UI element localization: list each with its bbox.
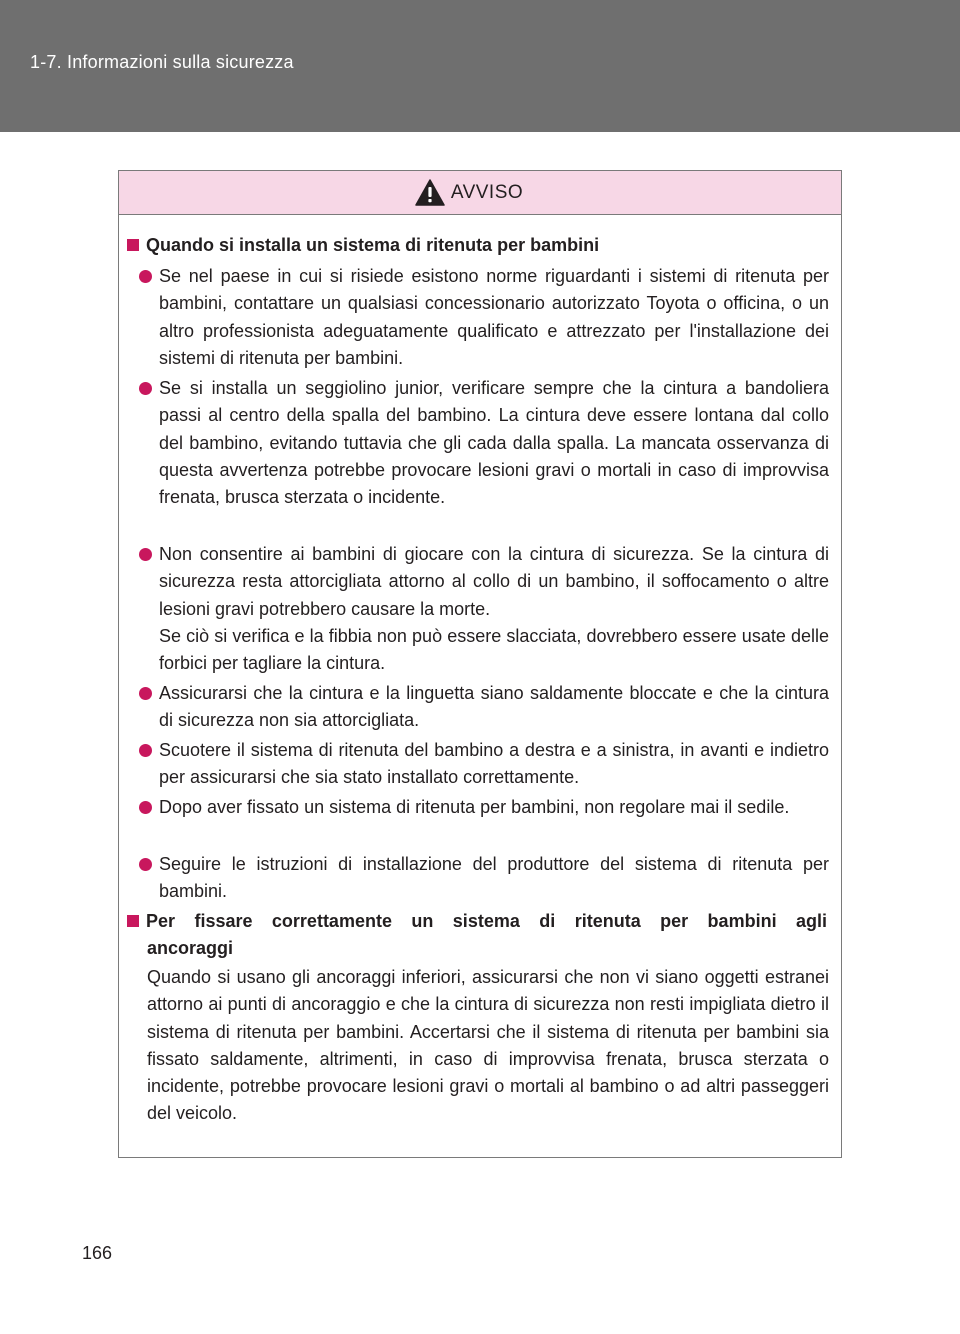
header-bar	[0, 0, 960, 132]
section-title: 1-7. Informazioni sulla sicurezza	[30, 52, 294, 72]
list-item: Dopo aver fissato un sistema di ritenuta per bambini, non regolare mai il sedile.	[139, 794, 829, 821]
bullet-dot-icon	[139, 382, 152, 395]
list-item: Seguire le istruzioni di installazione del produttore del sistema di ritenuta per bambini.	[139, 851, 829, 906]
list-item: Scuotere il sistema di ritenuta del bambino a destra e a sinistra, in avanti e indietro per assicurarsi che sia stato installato correttamente.	[139, 737, 829, 792]
bullet-dot-icon	[139, 744, 152, 757]
square-bullet-icon	[127, 915, 139, 927]
section-heading-anchors: Per fissare correttamente un sistema di ritenuta per bambini agli ancoraggi	[127, 908, 827, 962]
bullet-dot-icon	[139, 270, 152, 283]
square-bullet-icon	[127, 239, 139, 251]
warning-header	[119, 171, 841, 215]
section-heading-install: Quando si installa un sistema di ritenuta per bambini	[127, 232, 827, 259]
warning-label: AVVISO	[450, 181, 524, 203]
bullet-dot-icon	[139, 858, 152, 871]
bullet-dot-icon	[139, 687, 152, 700]
bullet-dot-icon	[139, 801, 152, 814]
list-item: Se nel paese in cui si risiede esistono norme riguardanti i sistemi di ritenuta per bambini, contattare un qualsiasi concessionario autorizzato Toyota o officina, o un altro professionista adeguatamente qualificato e attrezzato per l'installazione dei sistemi di ritenuta per bambini.	[139, 263, 829, 372]
anchors-paragraph: Quando si usano gli ancoraggi inferiori, assicurarsi che non vi siano oggetti estranei attorno ai punti di ancoraggio e che la cintura di sicurezza non resti impigliata dietro il sistema di ritenuta per bambini. Accertarsi che il sistema di ritenuta per bambini sia fissato saldamente, altrimenti, in caso di improvvisa frenata, brusca sterzata o incidente, potrebbe provocare lesioni gravi o mortali al bambino o ad altri passeggeri del veicolo.	[147, 967, 829, 1124]
bullet-dot-icon	[139, 548, 152, 561]
warning-box	[118, 170, 842, 1158]
page-number: 166	[82, 1243, 113, 1263]
list-item: Assicurarsi che la cintura e la linguetta siano saldamente bloccate e che la cintura di sicurezza non sia attorcigliata.	[139, 680, 829, 735]
warning-triangle-icon	[415, 179, 445, 206]
list-item: Se si installa un seggiolino junior, verificare sempre che la cintura a bandoliera passi al centro della spalla del bambino. La cintura deve essere lontana dal collo del bambino, evitando tuttavia che gli cada dalla spalla. La mancata osservanza di questa avvertenza potrebbe provocare lesioni gravi o mortali in caso di improvvisa frenata, brusca sterzata o incidente.	[139, 375, 829, 511]
list-item: Non consentire ai bambini di giocare con la cintura di sicurezza. Se la cintura di sicurezza resta attorcigliata attorno al collo di un bambino, il soffocamento o altre lesioni gravi potrebbero causare la morte. Se ciò si verifica e la fibbia non può essere slacciata, dovrebbero essere usate delle forbici per tagliare la cintura.	[139, 541, 829, 677]
